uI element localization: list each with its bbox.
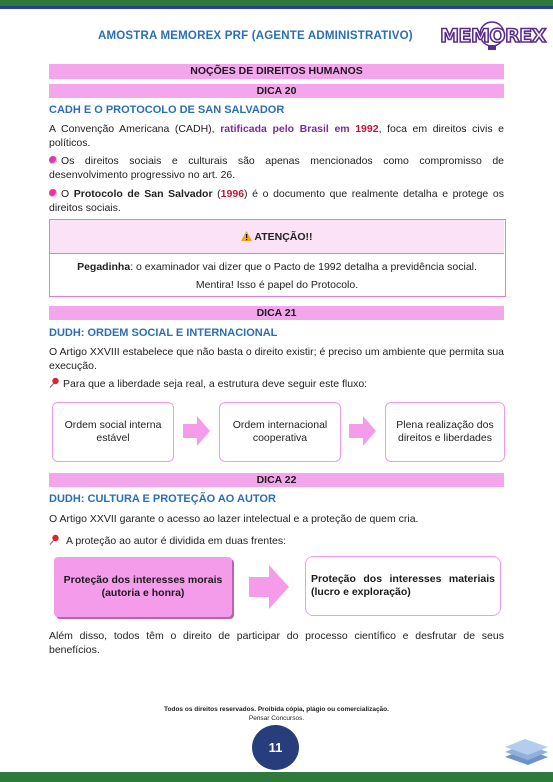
arrow-right-icon xyxy=(183,416,210,446)
text-segment: Os direitos sociais e culturais são apenas mencionados como compromisso de desenvolvimento progressivo no art. 26. xyxy=(49,155,504,181)
pink-bullet-icon xyxy=(49,156,57,164)
footer-rights: Todos os direitos reservados. Proibida cópia, plágio ou comercialização. xyxy=(164,706,389,713)
year-highlight: 1996 xyxy=(220,188,245,200)
section-title: NOÇÕES DE DIREITOS HUMANOS xyxy=(49,64,504,79)
dica-21-bar: DICA 21 xyxy=(49,306,504,320)
text-bold: Protocolo de San Salvador xyxy=(73,188,213,200)
attention-line-1 xyxy=(50,261,504,273)
text-segment: Para que a liberdade seja real, a estrutura deve seguir este fluxo: xyxy=(63,378,368,390)
moral-interests-box: Proteção dos interesses morais (autoria e honra) xyxy=(54,557,232,617)
attention-title: ATENÇÃO!! xyxy=(254,231,313,243)
footer-tagline: Pensar Concursos. xyxy=(248,715,305,722)
dica-20-paragraph-2 xyxy=(49,155,504,182)
text-bold: Pegadinha xyxy=(77,261,131,273)
dica-20-paragraph-3 xyxy=(49,188,504,215)
header-title: AMOSTRA MEMOREX PRF (AGENTE ADMINISTRATIVO) xyxy=(98,30,413,42)
material-interests-box: Proteção dos interesses materiais (lucro e exploração) xyxy=(305,556,501,616)
dica-21-paragraph-2 xyxy=(49,377,504,392)
flow-step-1: Ordem social interna estável xyxy=(52,402,174,462)
arrow-right-icon xyxy=(349,416,376,446)
text-highlight: ratificada pelo Brasil em xyxy=(220,123,356,135)
arrow-right-icon xyxy=(249,565,289,609)
text-segment: A proteção ao autor é dividida em duas frentes: xyxy=(66,535,287,547)
text-segment: O xyxy=(61,188,74,200)
text-segment: : o examinador vai dizer que o Pacto de 1992 detalha a previdência social. xyxy=(130,261,477,273)
pink-bullet-icon xyxy=(49,189,57,197)
page-number: 11 xyxy=(252,725,299,770)
dica-21-subtitle: DUDH: ORDEM SOCIAL E INTERNACIONAL xyxy=(49,327,278,339)
dica-20-bar: DICA 20 xyxy=(49,84,504,98)
dica-20-subtitle: CADH E O PROTOCOLO DE SAN SALVADOR xyxy=(49,104,285,116)
pushpin-icon xyxy=(49,534,60,545)
flow-step-2: Ordem internacional cooperativa xyxy=(219,402,341,462)
attention-box xyxy=(49,219,506,297)
dica-22-paragraph-3: Além disso, todos têm o direito de participar do processo científico e desfrutar de seus benefícios. xyxy=(49,630,504,656)
text-segment: ) é o documento que realmente detalha e protege os direitos sociais. xyxy=(49,188,504,214)
dica-22-subtitle: DUDH: CULTURA E PROTEÇÃO AO AUTOR xyxy=(49,493,276,505)
top-blue-bar xyxy=(0,6,553,9)
text-segment: A Convenção Americana (CADH), xyxy=(49,123,221,135)
dica-22-paragraph-2 xyxy=(49,534,504,549)
attention-line-2: Mentira! Isso é papel do Protocolo. xyxy=(195,279,359,291)
logo-text: MEMOREX xyxy=(440,25,546,47)
dica-20-paragraph-1 xyxy=(49,123,504,150)
bottom-green-bar xyxy=(0,772,553,782)
stacked-books-icon xyxy=(500,735,550,770)
warning-icon xyxy=(241,231,252,241)
dica-22-bar: DICA 22 xyxy=(49,473,504,487)
memorex-logo xyxy=(440,19,546,53)
text-segment: , foca em direitos civis e políticos. xyxy=(49,123,505,149)
dica-22-paragraph-1: O Artigo XXVII garante o acesso ao lazer intelectual e a proteção de quem cria. xyxy=(49,513,419,525)
dica-21-paragraph-1: O Artigo XXVIII estabelece que não basta o direito existir; é preciso um ambiente que permita sua execução. xyxy=(49,346,504,372)
text-segment: ( xyxy=(212,188,221,200)
attention-header xyxy=(50,220,504,254)
year-highlight: 1992 xyxy=(355,123,379,135)
flow-step-3: Plena realização dos direitos e liberdades xyxy=(385,402,505,462)
pushpin-icon xyxy=(49,377,60,388)
